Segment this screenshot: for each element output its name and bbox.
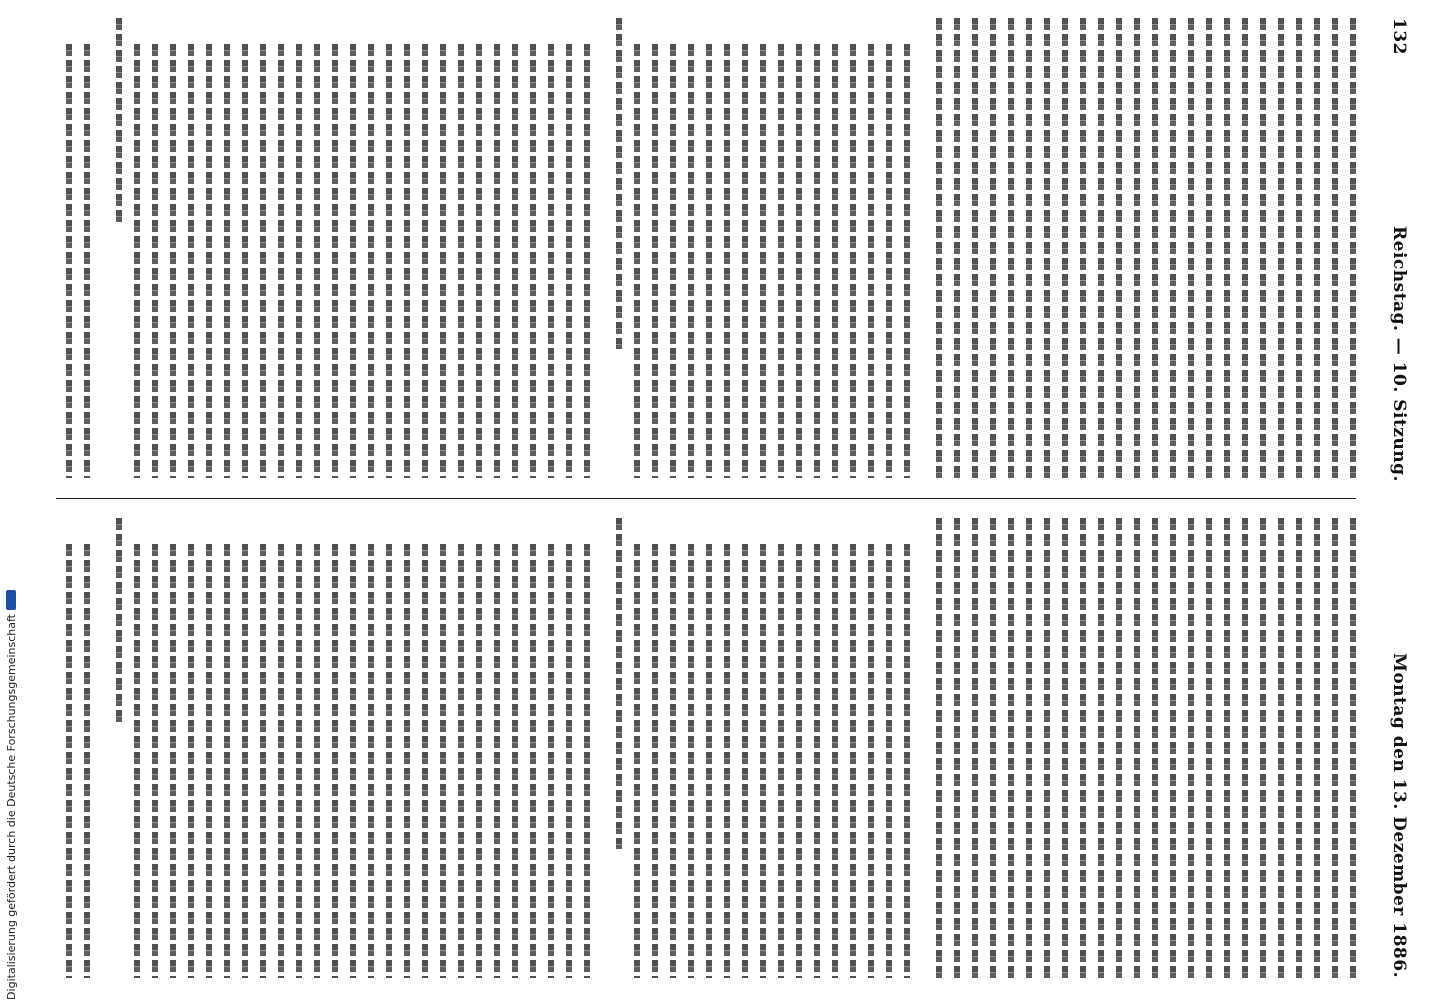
text-line [850, 544, 856, 978]
text-line [1098, 518, 1104, 978]
right-column [56, 518, 1356, 978]
text-line [1008, 18, 1014, 478]
text-line [1008, 518, 1014, 978]
text-line [404, 544, 410, 978]
paragraph-gap [910, 518, 924, 978]
text-line [904, 44, 910, 478]
text-line [1044, 518, 1050, 978]
text-line [350, 44, 356, 478]
page-number: 132 [1389, 18, 1409, 55]
text-line [742, 544, 748, 978]
text-line [440, 544, 446, 978]
text-line [652, 44, 658, 478]
text-line [814, 44, 820, 478]
text-line [1062, 18, 1068, 478]
text-line [566, 544, 572, 978]
text-line [116, 18, 122, 225]
text-line [1224, 518, 1230, 978]
text-line [170, 44, 176, 478]
text-line [1188, 18, 1194, 478]
text-line [1260, 18, 1266, 478]
text-line [530, 44, 536, 478]
text-line [706, 544, 712, 978]
text-line [1206, 18, 1212, 478]
text-line [296, 44, 302, 478]
text-line [972, 18, 978, 478]
text-line [584, 544, 590, 978]
text-line [332, 544, 338, 978]
text-line [350, 544, 356, 978]
text-line [688, 44, 694, 478]
text-line [954, 18, 960, 478]
text-line [458, 44, 464, 478]
text-line [84, 544, 90, 978]
text-line [84, 44, 90, 478]
side-credit-text: Digitalisierung gefördert durch die Deutsche Forschungsgemeinschaft [4, 614, 18, 1000]
text-line [1314, 518, 1320, 978]
text-line [706, 44, 712, 478]
text-line [206, 44, 212, 478]
text-line [1134, 518, 1140, 978]
text-line [1314, 18, 1320, 478]
text-line [814, 544, 820, 978]
text-line [476, 44, 482, 478]
text-line [936, 18, 942, 478]
text-line [224, 544, 230, 978]
text-line [886, 44, 892, 478]
text-line [832, 44, 838, 478]
text-line [566, 44, 572, 478]
text-line [1044, 18, 1050, 478]
text-line [404, 44, 410, 478]
paragraph-gap [90, 518, 104, 978]
page-header [1378, 18, 1420, 978]
text-line [1080, 18, 1086, 478]
text-line [1116, 18, 1122, 478]
text-line [1134, 18, 1140, 478]
text-line [512, 544, 518, 978]
text-line [494, 544, 500, 978]
text-line [796, 544, 802, 978]
paragraph-gap [910, 18, 924, 478]
text-line [512, 44, 518, 478]
text-line [206, 544, 212, 978]
text-line [1350, 518, 1356, 978]
session-title: Reichstag. — 10. Sitzung. [1389, 226, 1409, 482]
text-line [260, 44, 266, 478]
text-line [440, 44, 446, 478]
text-line [296, 544, 302, 978]
text-line [1026, 18, 1032, 478]
text-line [1224, 18, 1230, 478]
text-line [936, 518, 942, 978]
text-line [760, 544, 766, 978]
text-line [1242, 18, 1248, 478]
text-line [972, 518, 978, 978]
text-line [904, 544, 910, 978]
text-line [1332, 18, 1338, 478]
text-line [242, 44, 248, 478]
text-line [530, 544, 536, 978]
text-line [832, 544, 838, 978]
text-line [990, 518, 996, 978]
text-line [368, 44, 374, 478]
text-line [1152, 518, 1158, 978]
paragraph-gap [590, 18, 604, 478]
text-line [796, 44, 802, 478]
text-line [742, 44, 748, 478]
text-line [724, 544, 730, 978]
text-line [724, 44, 730, 478]
text-line [868, 544, 874, 978]
text-line [616, 18, 622, 349]
text-line [1098, 18, 1104, 478]
text-line [242, 544, 248, 978]
left-column [56, 18, 1356, 478]
text-line [134, 544, 140, 978]
text-line [332, 44, 338, 478]
text-line [850, 44, 856, 478]
text-line [1206, 518, 1212, 978]
text-line [670, 44, 676, 478]
paragraph-gap [90, 18, 104, 478]
text-line [1080, 518, 1086, 978]
text-line [170, 544, 176, 978]
session-date: Montag den 13. Dezember 1886. [1389, 653, 1409, 978]
text-line [1260, 518, 1266, 978]
dfg-logo-icon [6, 590, 16, 610]
text-line [1152, 18, 1158, 478]
text-line [1278, 18, 1284, 478]
side-credit [3, 0, 19, 1000]
text-line [66, 544, 72, 978]
text-line [1188, 518, 1194, 978]
text-line [1278, 518, 1284, 978]
text-line [1170, 518, 1176, 978]
text-line [886, 544, 892, 978]
text-line [548, 44, 554, 478]
rotated-page [40, 18, 1420, 978]
text-line [1332, 518, 1338, 978]
text-line [548, 544, 554, 978]
text-line [386, 44, 392, 478]
text-line [954, 518, 960, 978]
text-line [134, 44, 140, 478]
text-line [368, 544, 374, 978]
text-line [458, 544, 464, 978]
text-line [116, 518, 122, 725]
text-line [1062, 518, 1068, 978]
text-line [990, 18, 996, 478]
text-line [314, 544, 320, 978]
text-line [1170, 18, 1176, 478]
text-line [616, 518, 622, 849]
text-line [1026, 518, 1032, 978]
text-line [188, 544, 194, 978]
text-line [422, 544, 428, 978]
text-line [1242, 518, 1248, 978]
text-line [278, 544, 284, 978]
text-line [652, 544, 658, 978]
text-line [634, 44, 640, 478]
text-line [260, 544, 266, 978]
text-line [760, 44, 766, 478]
text-line [188, 44, 194, 478]
text-line [1350, 18, 1356, 478]
column-divider [56, 498, 1356, 499]
text-line [1116, 518, 1122, 978]
text-line [1296, 518, 1302, 978]
text-line [386, 544, 392, 978]
text-line [422, 44, 428, 478]
text-line [688, 544, 694, 978]
text-line [494, 44, 500, 478]
text-line [66, 44, 72, 478]
text-line [670, 544, 676, 978]
text-line [476, 544, 482, 978]
text-line [1296, 18, 1302, 478]
text-line [152, 44, 158, 478]
text-line [584, 44, 590, 478]
text-line [314, 44, 320, 478]
text-line [224, 44, 230, 478]
text-line [778, 44, 784, 478]
text-line [634, 544, 640, 978]
text-line [152, 544, 158, 978]
text-line [778, 544, 784, 978]
text-line [278, 44, 284, 478]
paragraph-gap [590, 518, 604, 978]
text-line [868, 44, 874, 478]
